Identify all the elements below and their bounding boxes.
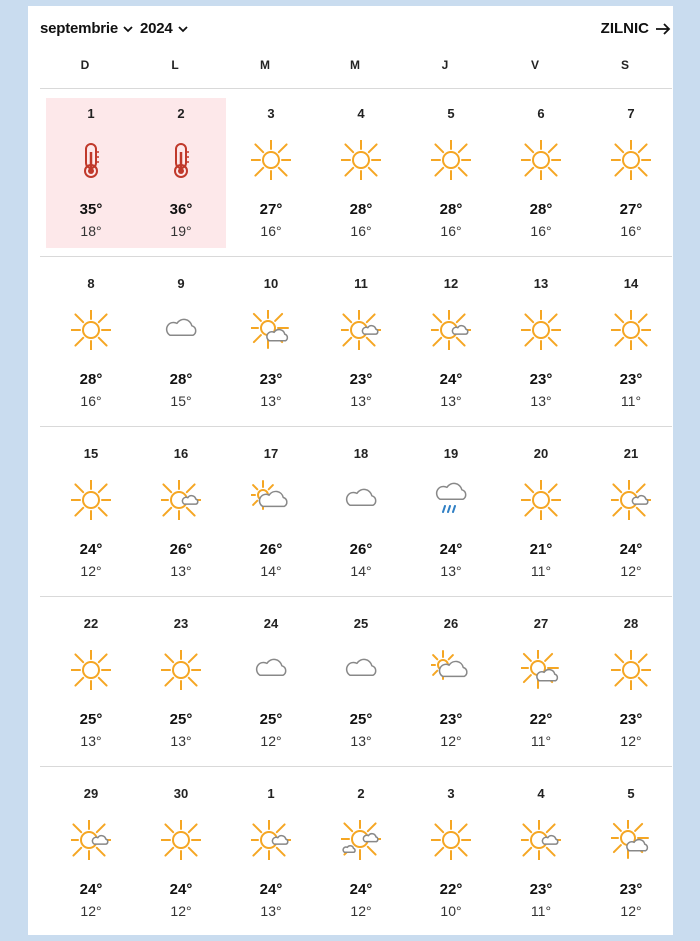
day-number: 1	[87, 106, 95, 121]
max-temperature: 28°	[529, 201, 553, 218]
max-temperature: 25°	[169, 711, 193, 728]
min-temperature: 12°	[350, 903, 372, 919]
min-temperature: 19°	[170, 223, 192, 239]
day-cell[interactable]	[496, 608, 586, 758]
day-number: 17	[263, 446, 279, 461]
max-temperature: 23°	[619, 371, 643, 388]
max-temperature: 25°	[349, 711, 373, 728]
sun-small-cloud-icon	[611, 480, 651, 520]
day-cell[interactable]	[226, 98, 316, 248]
max-temperature: 22°	[439, 881, 463, 898]
day-number: 13	[533, 276, 549, 291]
calendar-panel	[28, 6, 673, 935]
chevron-down-icon	[177, 23, 189, 35]
min-temperature: 16°	[440, 223, 462, 239]
max-temperature: 21°	[529, 541, 553, 558]
day-cell[interactable]	[406, 778, 496, 928]
weekday-label: L	[171, 58, 179, 72]
max-temperature: 26°	[259, 541, 283, 558]
month-selector[interactable]	[40, 20, 134, 37]
year-selector[interactable]	[140, 20, 189, 37]
day-cell[interactable]	[406, 438, 496, 588]
max-temperature: 23°	[619, 711, 643, 728]
sun-icon	[611, 140, 651, 180]
max-temperature: 26°	[349, 541, 373, 558]
day-cell[interactable]	[226, 778, 316, 928]
day-number: 5	[627, 786, 635, 801]
day-number: 15	[83, 446, 99, 461]
day-number: 1	[267, 786, 275, 801]
weekday-label: V	[530, 58, 539, 72]
max-temperature: 24°	[79, 541, 103, 558]
day-number: 3	[267, 106, 275, 121]
day-cell[interactable]	[316, 438, 406, 588]
min-temperature: 13°	[350, 733, 372, 749]
day-number: 20	[533, 446, 549, 461]
max-temperature: 36°	[169, 201, 193, 218]
max-temperature: 27°	[259, 201, 283, 218]
sun-small-cloud-icon	[251, 820, 291, 860]
min-temperature: 15°	[170, 393, 192, 409]
day-number: 18	[353, 446, 369, 461]
max-temperature: 23°	[529, 881, 553, 898]
min-temperature: 13°	[260, 393, 282, 409]
day-cell[interactable]	[226, 438, 316, 588]
day-cell[interactable]	[496, 98, 586, 248]
sun-cloud-icon	[521, 650, 561, 690]
day-number: 10	[263, 276, 279, 291]
sun-icon	[431, 140, 471, 180]
day-number: 14	[623, 276, 639, 291]
day-number: 24	[263, 616, 279, 631]
weekday-label: M	[350, 58, 360, 72]
max-temperature: 35°	[79, 201, 103, 218]
cloud-icon	[341, 480, 381, 520]
min-temperature: 12°	[170, 903, 192, 919]
sun-small-cloud-icon	[341, 310, 381, 350]
min-temperature: 11°	[530, 563, 552, 579]
max-temperature: 24°	[79, 881, 103, 898]
cloud-icon	[341, 650, 381, 690]
day-cell[interactable]	[46, 608, 136, 758]
min-temperature: 12°	[80, 563, 102, 579]
sun-two-clouds-icon	[341, 820, 381, 860]
max-temperature: 24°	[439, 371, 463, 388]
min-temperature: 14°	[350, 563, 372, 579]
thermometer-icon	[161, 140, 201, 180]
min-temperature: 12°	[440, 733, 462, 749]
max-temperature: 26°	[169, 541, 193, 558]
cloud-icon	[161, 310, 201, 350]
row-divider	[40, 256, 672, 257]
weekday-label: M	[260, 58, 270, 72]
min-temperature: 16°	[350, 223, 372, 239]
day-cell[interactable]	[406, 98, 496, 248]
daily-view-link[interactable]	[601, 20, 671, 37]
min-temperature: 12°	[260, 733, 282, 749]
day-cell[interactable]	[406, 608, 496, 758]
day-number: 5	[447, 106, 455, 121]
sun-small-cloud-icon	[431, 310, 471, 350]
max-temperature: 23°	[439, 711, 463, 728]
max-temperature: 28°	[169, 371, 193, 388]
sun-icon	[521, 310, 561, 350]
max-temperature: 23°	[349, 371, 373, 388]
row-divider	[40, 426, 672, 427]
day-number: 23	[173, 616, 189, 631]
sun-icon	[341, 140, 381, 180]
day-number: 2	[357, 786, 365, 801]
max-temperature: 23°	[529, 371, 553, 388]
cloud-sun-icon	[251, 480, 291, 520]
day-number: 8	[87, 276, 95, 291]
max-temperature: 23°	[619, 881, 643, 898]
min-temperature: 12°	[620, 733, 642, 749]
max-temperature: 25°	[79, 711, 103, 728]
day-number: 11	[354, 276, 368, 291]
min-temperature: 12°	[80, 903, 102, 919]
day-cell[interactable]	[586, 778, 676, 928]
day-number: 27	[533, 616, 549, 631]
min-temperature: 16°	[620, 223, 642, 239]
min-temperature: 13°	[260, 903, 282, 919]
sun-icon	[251, 140, 291, 180]
day-number: 19	[443, 446, 459, 461]
min-temperature: 12°	[620, 563, 642, 579]
min-temperature: 12°	[620, 903, 642, 919]
day-cell[interactable]	[136, 608, 226, 758]
day-cell[interactable]	[586, 438, 676, 588]
day-cell[interactable]	[406, 268, 496, 418]
sun-icon	[71, 480, 111, 520]
day-cell[interactable]	[46, 268, 136, 418]
min-temperature: 13°	[170, 733, 192, 749]
weekday-label: J	[441, 58, 449, 72]
max-temperature: 24°	[259, 881, 283, 898]
day-cell[interactable]	[586, 608, 676, 758]
day-cell[interactable]	[46, 778, 136, 928]
min-temperature: 14°	[260, 563, 282, 579]
day-number: 9	[177, 276, 185, 291]
max-temperature: 24°	[619, 541, 643, 558]
min-temperature: 13°	[440, 563, 462, 579]
min-temperature: 16°	[530, 223, 552, 239]
day-cell[interactable]	[496, 438, 586, 588]
day-cell[interactable]	[316, 98, 406, 248]
day-cell[interactable]	[316, 608, 406, 758]
daily-view-label: ZILNIC	[600, 20, 649, 37]
cloud-sun-icon	[431, 650, 471, 690]
day-cell[interactable]	[586, 268, 676, 418]
day-number: 2	[177, 106, 185, 121]
min-temperature: 16°	[260, 223, 282, 239]
day-cell[interactable]	[136, 438, 226, 588]
day-cell[interactable]	[586, 98, 676, 248]
day-cell[interactable]	[136, 268, 226, 418]
sun-cloud-icon	[611, 820, 651, 860]
rain-icon	[431, 480, 471, 520]
day-number: 29	[83, 786, 99, 801]
max-temperature: 24°	[169, 881, 193, 898]
sun-small-cloud-icon	[521, 820, 561, 860]
day-cell[interactable]	[136, 98, 226, 248]
cloud-icon	[251, 650, 291, 690]
max-temperature: 28°	[79, 371, 103, 388]
min-temperature: 13°	[350, 393, 372, 409]
day-cell[interactable]	[136, 778, 226, 928]
sun-icon	[71, 310, 111, 350]
day-cell[interactable]	[316, 268, 406, 418]
min-temperature: 18°	[80, 223, 102, 239]
sun-icon	[521, 480, 561, 520]
day-number: 28	[623, 616, 639, 631]
max-temperature: 24°	[439, 541, 463, 558]
weekday-label: S	[620, 58, 629, 72]
min-temperature: 13°	[80, 733, 102, 749]
sun-icon	[611, 650, 651, 690]
day-cell[interactable]	[226, 268, 316, 418]
min-temperature: 11°	[530, 903, 552, 919]
sun-small-cloud-icon	[161, 480, 201, 520]
min-temperature: 13°	[440, 393, 462, 409]
calendar-header	[28, 6, 673, 50]
day-number: 22	[83, 616, 99, 631]
day-number: 21	[623, 446, 639, 461]
day-cell[interactable]	[496, 268, 586, 418]
sun-icon	[521, 140, 561, 180]
arrow-right-icon	[655, 23, 671, 35]
min-temperature: 13°	[530, 393, 552, 409]
min-temperature: 13°	[170, 563, 192, 579]
min-temperature: 11°	[530, 733, 552, 749]
day-number: 12	[443, 276, 459, 291]
min-temperature: 10°	[440, 903, 462, 919]
day-number: 30	[173, 786, 189, 801]
row-divider	[40, 88, 672, 89]
sun-icon	[161, 650, 201, 690]
sun-icon	[161, 820, 201, 860]
max-temperature: 24°	[349, 881, 373, 898]
month-label: septembrie	[40, 20, 119, 37]
sun-small-cloud-icon	[71, 820, 111, 860]
day-cell[interactable]	[316, 778, 406, 928]
day-number: 7	[627, 106, 635, 121]
max-temperature: 28°	[439, 201, 463, 218]
day-cell[interactable]	[496, 778, 586, 928]
max-temperature: 23°	[259, 371, 283, 388]
day-number: 3	[447, 786, 455, 801]
weekday-header	[40, 58, 670, 82]
row-divider	[40, 596, 672, 597]
sun-icon	[71, 650, 111, 690]
max-temperature: 27°	[619, 201, 643, 218]
day-cell[interactable]	[226, 608, 316, 758]
weekday-label: D	[80, 58, 90, 72]
chevron-down-icon	[122, 23, 134, 35]
sun-cloud-icon	[251, 310, 291, 350]
min-temperature: 11°	[620, 393, 642, 409]
max-temperature: 22°	[529, 711, 553, 728]
day-number: 16	[173, 446, 189, 461]
max-temperature: 28°	[349, 201, 373, 218]
day-number: 4	[537, 786, 545, 801]
sun-icon	[611, 310, 651, 350]
year-label: 2024	[140, 20, 173, 37]
thermometer-icon	[71, 140, 111, 180]
day-number: 4	[357, 106, 365, 121]
min-temperature: 16°	[80, 393, 102, 409]
max-temperature: 25°	[259, 711, 283, 728]
day-cell[interactable]	[46, 98, 136, 248]
day-cell[interactable]	[46, 438, 136, 588]
sun-icon	[431, 820, 471, 860]
day-number: 6	[537, 106, 545, 121]
row-divider	[40, 766, 672, 767]
day-number: 26	[443, 616, 459, 631]
day-number: 25	[353, 616, 369, 631]
